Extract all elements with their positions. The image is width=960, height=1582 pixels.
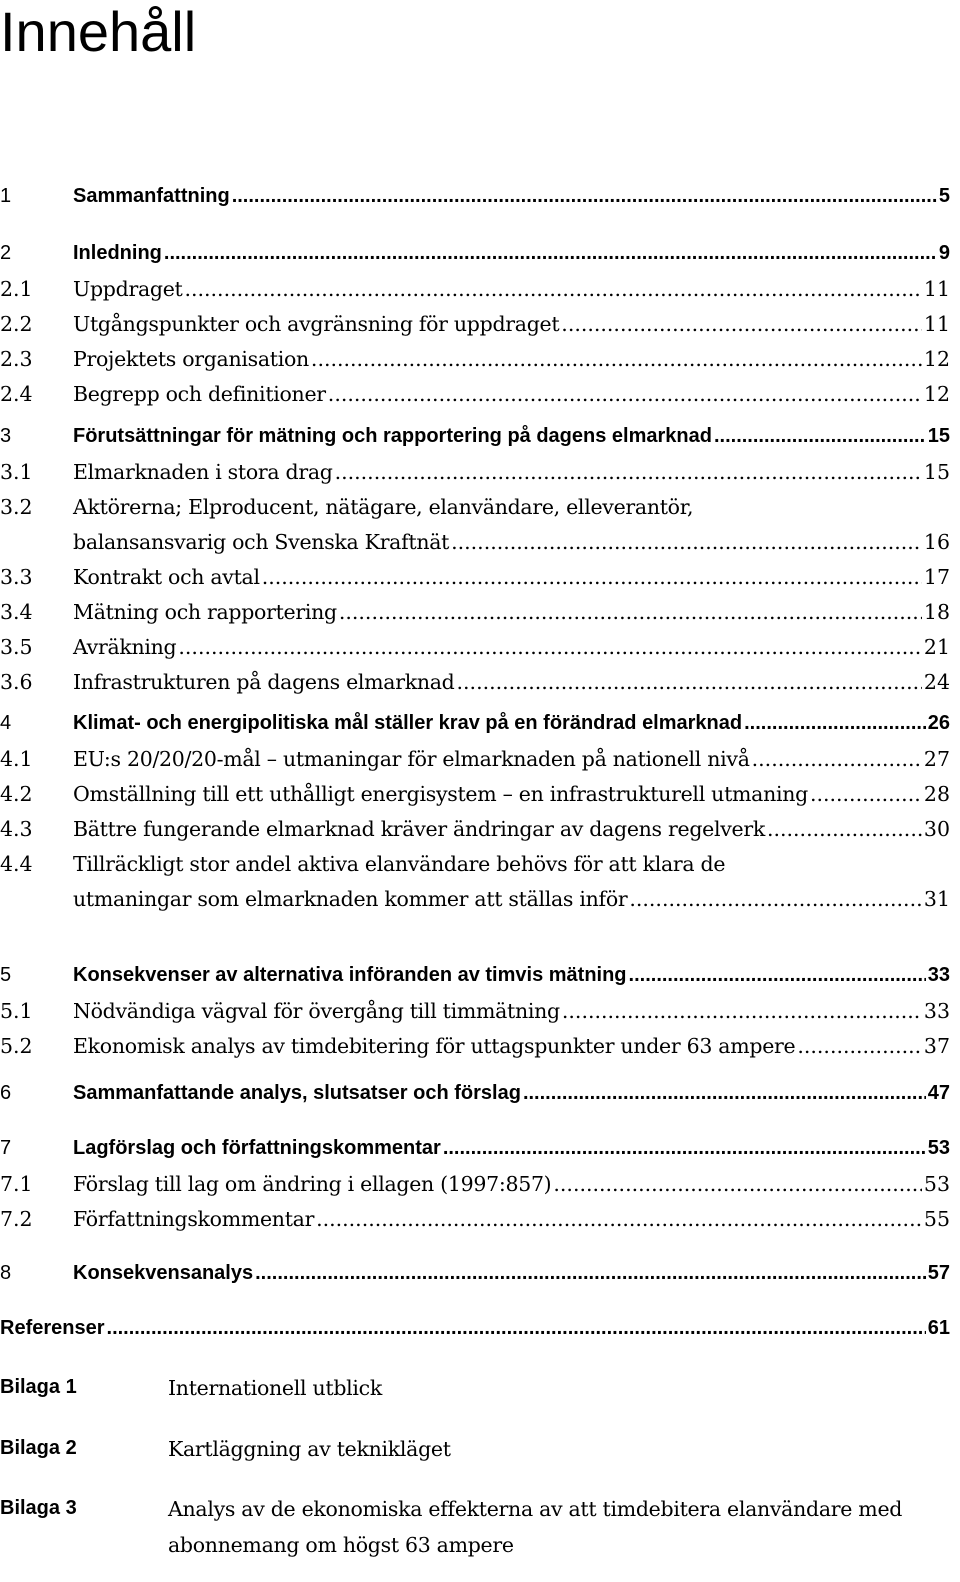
toc-number: 4.2 bbox=[0, 782, 33, 806]
toc-label: Ekonomisk analys av timdebitering för uttagspunkter under 63 ampere bbox=[73, 1034, 796, 1058]
leader-dots bbox=[457, 670, 922, 694]
leader-dots bbox=[629, 964, 926, 987]
leader-dots bbox=[553, 1172, 922, 1196]
toc-entry[interactable] bbox=[0, 1172, 950, 1207]
toc-entry[interactable] bbox=[0, 1082, 950, 1117]
leader-dots bbox=[164, 242, 937, 265]
toc-entry[interactable] bbox=[0, 782, 950, 817]
appendix-label: Bilaga 2 bbox=[0, 1437, 77, 1459]
toc-number: 3 bbox=[0, 425, 12, 447]
toc-page: 26 bbox=[927, 712, 950, 734]
toc-label: utmaningar som elmarknaden kommer att ställas inför bbox=[73, 887, 628, 911]
toc-entry[interactable] bbox=[0, 1137, 950, 1172]
toc-label: Författningskommentar bbox=[73, 1207, 315, 1231]
toc-entry[interactable] bbox=[0, 425, 950, 460]
toc-entry[interactable] bbox=[0, 185, 950, 220]
toc-label: Kontrakt och avtal bbox=[73, 565, 260, 589]
appendix-title: Analys av de ekonomiska effekterna av att timdebitera elanvändare med abonnemang om högst 63 ampere bbox=[168, 1497, 903, 1557]
toc-page: 18 bbox=[923, 600, 950, 624]
toc-page: 16 bbox=[923, 530, 950, 554]
leader-dots bbox=[232, 185, 937, 208]
toc-entry[interactable] bbox=[0, 277, 950, 312]
toc-page: 37 bbox=[923, 1034, 950, 1058]
toc-entry-references[interactable] bbox=[0, 1317, 950, 1352]
toc-label-line1: Tillräckligt stor andel aktiva elanvändare behövs för att klara de bbox=[73, 852, 726, 876]
toc-label-line1: Aktörerna; Elproducent, nätägare, elanvändare, elleverantör, bbox=[73, 495, 694, 519]
toc-entry[interactable] bbox=[0, 312, 950, 347]
toc-page: 31 bbox=[923, 887, 950, 911]
leader-dots bbox=[562, 999, 922, 1023]
toc-entry[interactable] bbox=[0, 670, 950, 705]
toc-page: 24 bbox=[923, 670, 950, 694]
toc-entry[interactable] bbox=[0, 382, 950, 417]
toc-number: 6 bbox=[0, 1082, 12, 1104]
toc-number: 3.5 bbox=[0, 635, 33, 659]
leader-dots bbox=[339, 600, 922, 624]
toc-label: Klimat- och energipolitiska mål ställer krav på en förändrad elmarknad bbox=[73, 712, 743, 734]
toc-page: 12 bbox=[923, 382, 950, 406]
appendix-title: Internationell utblick bbox=[168, 1376, 382, 1400]
toc-page: 53 bbox=[923, 1172, 950, 1196]
leader-dots bbox=[752, 747, 922, 771]
toc-label: Utgångspunkter och avgränsning för uppdraget bbox=[73, 312, 560, 336]
toc-label: Lagförslag och författningskommentar bbox=[73, 1137, 441, 1159]
toc-label: Infrastrukturen på dagens elmarknad bbox=[73, 670, 455, 694]
toc-number: 2 bbox=[0, 242, 12, 264]
leader-dots bbox=[184, 277, 921, 301]
toc-number: 8 bbox=[0, 1262, 12, 1284]
leader-dots bbox=[443, 1137, 926, 1160]
toc-label: Mätning och rapportering bbox=[73, 600, 337, 624]
toc-number: 2.4 bbox=[0, 382, 33, 406]
toc-entry[interactable] bbox=[0, 495, 950, 565]
toc-page: 57 bbox=[927, 1262, 950, 1284]
page-title: Innehåll bbox=[0, 0, 197, 63]
toc-number: 4 bbox=[0, 712, 12, 734]
toc-label: EU:s 20/20/20-mål – utmaningar för elmarknaden på nationell nivå bbox=[73, 747, 750, 771]
toc-entry[interactable] bbox=[0, 964, 950, 999]
leader-dots bbox=[178, 635, 922, 659]
toc-page: 21 bbox=[923, 635, 950, 659]
leader-dots bbox=[255, 1262, 926, 1285]
toc-label: Omställning till ett uthålligt energisystem – en infrastrukturell utmaning bbox=[73, 782, 808, 806]
leader-dots bbox=[107, 1317, 926, 1340]
toc-number: 2.1 bbox=[0, 277, 33, 301]
toc-number: 3.1 bbox=[0, 460, 33, 484]
leader-dots bbox=[335, 460, 922, 484]
toc-entry[interactable] bbox=[0, 347, 950, 382]
toc-number: 1 bbox=[0, 185, 12, 207]
toc-label: Förutsättningar för mätning och rapportering på dagens elmarknad bbox=[73, 425, 712, 447]
toc-entry[interactable] bbox=[0, 460, 950, 495]
toc-entry[interactable] bbox=[0, 999, 950, 1034]
toc-page: 53 bbox=[927, 1137, 950, 1159]
toc-page: 5 bbox=[938, 185, 950, 207]
leader-dots bbox=[767, 817, 922, 841]
toc-entry[interactable] bbox=[0, 242, 950, 277]
toc-entry[interactable] bbox=[0, 1207, 950, 1242]
toc-number: 5.2 bbox=[0, 1034, 33, 1058]
leader-dots bbox=[561, 312, 922, 336]
leader-dots bbox=[744, 712, 926, 735]
toc-page: 15 bbox=[927, 425, 950, 447]
toc-label: Elmarknaden i stora drag bbox=[73, 460, 333, 484]
toc-label: Konsekvensanalys bbox=[73, 1262, 254, 1284]
leader-dots bbox=[629, 887, 922, 911]
toc-page: 33 bbox=[923, 999, 950, 1023]
leader-dots bbox=[328, 382, 922, 406]
toc-number: 4.3 bbox=[0, 817, 33, 841]
toc-number: 7.2 bbox=[0, 1207, 33, 1231]
toc-entry[interactable] bbox=[0, 817, 950, 852]
toc-label: Projektets organisation bbox=[73, 347, 309, 371]
toc-label: Förslag till lag om ändring i ellagen (1997:857) bbox=[73, 1172, 552, 1196]
toc-number: 5 bbox=[0, 964, 12, 986]
toc-label: Inledning bbox=[73, 242, 162, 264]
toc-label: Sammanfattning bbox=[73, 185, 230, 207]
leader-dots bbox=[523, 1082, 926, 1105]
toc-page: 17 bbox=[923, 565, 950, 589]
toc-label: Avräkning bbox=[73, 635, 177, 659]
leader-dots bbox=[451, 530, 922, 554]
toc-page: 55 bbox=[923, 1207, 950, 1231]
toc-number: 2.2 bbox=[0, 312, 33, 336]
toc-page: 28 bbox=[923, 782, 950, 806]
toc-page: 47 bbox=[927, 1082, 950, 1104]
toc-number: 3.2 bbox=[0, 495, 33, 519]
toc-page: 9 bbox=[938, 242, 950, 264]
toc-page: 15 bbox=[923, 460, 950, 484]
toc-label: Sammanfattande analys, slutsatser och förslag bbox=[73, 1082, 521, 1104]
toc-label: Referenser bbox=[0, 1317, 105, 1339]
leader-dots bbox=[316, 1207, 922, 1231]
toc-page: 27 bbox=[923, 747, 950, 771]
leader-dots bbox=[311, 347, 922, 371]
toc-number: 7 bbox=[0, 1137, 12, 1159]
toc-number: 4.4 bbox=[0, 852, 33, 876]
toc-page: 61 bbox=[927, 1317, 950, 1339]
toc-label: Bättre fungerande elmarknad kräver ändringar av dagens regelverk bbox=[73, 817, 765, 841]
toc-number: 7.1 bbox=[0, 1172, 33, 1196]
toc-entry[interactable] bbox=[0, 1034, 950, 1069]
appendix-title: Kartläggning av teknikläget bbox=[168, 1437, 451, 1461]
appendix-label: Bilaga 3 bbox=[0, 1497, 77, 1519]
toc-page: 11 bbox=[923, 277, 950, 301]
toc-number: 4.1 bbox=[0, 747, 33, 771]
toc-number: 3.6 bbox=[0, 670, 33, 694]
toc-label: Konsekvenser av alternativa införanden av timvis mätning bbox=[73, 964, 627, 986]
toc-label: Uppdraget bbox=[73, 277, 183, 301]
toc-page: 11 bbox=[923, 312, 950, 336]
toc-entry[interactable] bbox=[0, 747, 950, 782]
toc-number: 3.3 bbox=[0, 565, 33, 589]
toc-entry[interactable] bbox=[0, 565, 950, 600]
toc-entry[interactable] bbox=[0, 712, 950, 747]
toc-entry[interactable] bbox=[0, 852, 950, 922]
toc-entry[interactable] bbox=[0, 635, 950, 670]
toc-page: 12 bbox=[923, 347, 950, 371]
appendix-label: Bilaga 1 bbox=[0, 1376, 77, 1398]
toc-page: 30 bbox=[923, 817, 950, 841]
toc-number: 5.1 bbox=[0, 999, 33, 1023]
toc-label: balansansvarig och Svenska Kraftnät bbox=[73, 530, 450, 554]
toc-entry[interactable] bbox=[0, 600, 950, 635]
leader-dots bbox=[714, 425, 926, 448]
leader-dots bbox=[810, 782, 922, 806]
toc-label: Begrepp och definitioner bbox=[73, 382, 326, 406]
toc-number: 2.3 bbox=[0, 347, 33, 371]
toc-label: Nödvändiga vägval för övergång till timmätning bbox=[73, 999, 560, 1023]
leader-dots bbox=[797, 1034, 922, 1058]
toc-page: 33 bbox=[927, 964, 950, 986]
leader-dots bbox=[262, 565, 922, 589]
toc-number: 3.4 bbox=[0, 600, 33, 624]
toc-entry[interactable] bbox=[0, 1262, 950, 1297]
